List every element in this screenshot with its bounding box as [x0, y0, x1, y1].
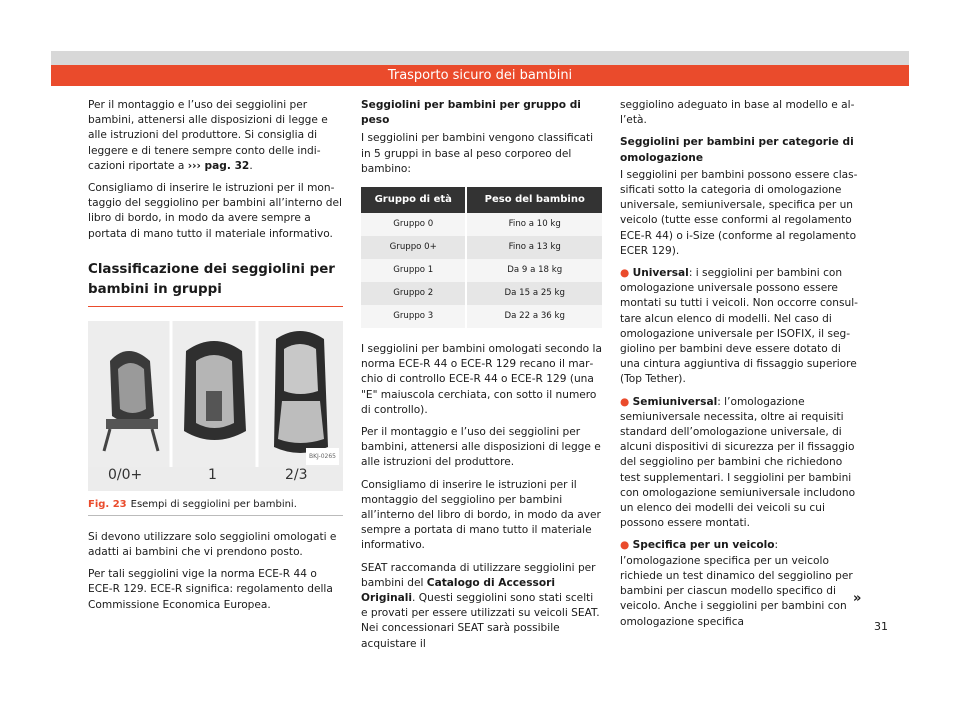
table-cell: Gruppo 0 — [361, 213, 466, 236]
bullet-icon: ● — [620, 539, 630, 552]
column-1 — [88, 98, 343, 620]
paragraph: SEAT raccomanda di utilizzare seggiolini per bambini del Catalogo di Accessori Originali. Questi seggiolini sono stati scelti e provati per essere utilizzati su veicoli SEAT. Nei concessionari SEAT sarà possibile acquistare il — [361, 561, 600, 650]
list-item: ● Specifica per un veicolo: l’omologazione specifica per un veicolo richiede un test dinamico del seggiolino per bambini per ciascun modello specifico di veicolo. Anche i seggiolini per bambini con omologazione specifica — [620, 539, 853, 628]
bullet-icon: ● — [620, 267, 630, 280]
bullet-icon: ● — [620, 395, 630, 408]
figure-code: BKJ-0265 — [306, 448, 339, 465]
continue-arrow-icon: » — [853, 591, 862, 606]
figure-number: Fig. 23 — [88, 498, 127, 510]
child-seats-illustration — [88, 321, 343, 467]
paragraph: seggiolino adeguato in base al modello e all’età. — [620, 99, 855, 127]
figure-label: 1 — [208, 466, 217, 483]
table-cell: Gruppo 2 — [361, 282, 466, 305]
table-cell: Da 15 a 25 kg — [466, 282, 602, 305]
figure-label: 2/3 — [285, 466, 308, 483]
column-2 — [361, 98, 602, 659]
section-title: Classificazione dei seggiolini per bambini in gruppi — [88, 260, 343, 307]
paragraph: I seggiolini per bambini omologati secondo la norma ECE-R 44 o ECE-R 129 recano il marchio di controllo ECE-R 44 o ECE-R 129 (una "E" maiuscola cerchiata, con sotto il numero di controllo). — [361, 343, 602, 416]
page-header: Trasporto sicuro dei bambini — [51, 65, 909, 86]
table-cell: Gruppo 3 — [361, 305, 466, 328]
table-cell: Fino a 13 kg — [466, 236, 602, 259]
paragraph: I seggiolini per bambini vengono classificati in 5 gruppi in base al peso corporeo del bambino: — [361, 132, 594, 175]
list-item: ● Universal: i seggiolini per bambini con omologazione universale possono essere montati su tutti i veicoli. Non occorre consultare alcun elenco di modelli. Nel caso di omologazione universale per ISOFIX, il seggiolino per bambini deve essere dotato di una cintura aggiuntiva di fissaggio superiore (Top Tether). — [620, 267, 858, 386]
table-row — [361, 213, 602, 236]
figure-caption: Fig. 23 Esempi di seggiolini per bambini. — [88, 497, 343, 516]
table-row — [361, 236, 602, 259]
column-3 — [620, 98, 860, 637]
paragraph: I seggiolini per bambini possono essere classificati sotto la categoria di omologazione universale, semiuniversale, specifica per un veicolo (tutte esse conformi al regolamento ECE-R 44) o i-Size (conforme al regolamento ECER 129). — [620, 168, 858, 257]
table-cell: Gruppo 1 — [361, 259, 466, 282]
table-header: Gruppo di età — [361, 187, 466, 213]
paragraph: Per tali seggiolini vige la norma ECE-R 44 o ECE-R 129. ECE-R significa: regolamento della Commissione Economica Europea. — [88, 568, 333, 611]
table-row — [361, 305, 602, 328]
paragraph: Per il montaggio e l’uso dei seggiolini per bambini, attenersi alle disposizioni di legge e alle istruzioni del produttore. — [361, 426, 601, 469]
page-reference-link[interactable]: ››› pag. 32 — [187, 159, 250, 172]
list-item: ● Semiuniversal: l’omologazione semiuniversale necessita, oltre ai requisiti standard dell’omologazione universale, di alcuni dispositivi di sicurezza per il fissaggio del seggiolino per bambini che richiedono test supplementari. I seggiolini per bambini con omologazione semiuniversale includono un elenco dei modelli dei veicoli su cui possono essere montati. — [620, 395, 856, 530]
table-cell: Fino a 10 kg — [466, 213, 602, 236]
table-cell: Gruppo 0+ — [361, 236, 466, 259]
paragraph: Consigliamo di inserire le istruzioni per il montaggio del seggiolino per bambini all’interno del libro di bordo, in modo da aver sempre a portata di mano tutto il materiale informativo. — [361, 478, 601, 552]
page-number: 31 — [874, 620, 888, 633]
subheading: Seggiolini per bambini per gruppo di peso — [361, 99, 581, 127]
paragraph: Si devono utilizzare solo seggiolini omologati e adatti ai bambini che vi prendono posto. — [88, 530, 337, 559]
table-row — [361, 282, 602, 305]
table-row — [361, 259, 602, 282]
figure-label: 0/0+ — [108, 466, 143, 483]
seat-group-1-icon — [184, 341, 246, 440]
subheading: Seggiolini per bambini per categorie di omologazione — [620, 136, 854, 164]
table-cell: Da 22 a 36 kg — [466, 305, 602, 328]
paragraph: Consigliamo di inserire le istruzioni per il montaggio del seggiolino per bambini all’interno del libro di bordo, in modo da avere sempre a portata di mano tutto il materiale informativo. — [88, 182, 342, 240]
seat-group-2-3-icon — [274, 331, 328, 453]
paragraph: Per il montaggio e l’uso dei seggiolini per bambini, attenersi alle disposizioni di legge e alle istruzioni del produttore. Si consiglia di leggere e di tenere sempre conto delle indicazioni riportate a ››› pag. 32. — [88, 99, 328, 172]
child-seats-figure — [88, 321, 343, 491]
table-cell: Da 9 a 18 kg — [466, 259, 602, 282]
table-header: Peso del bambino — [466, 187, 602, 213]
weight-groups-table — [361, 187, 602, 328]
